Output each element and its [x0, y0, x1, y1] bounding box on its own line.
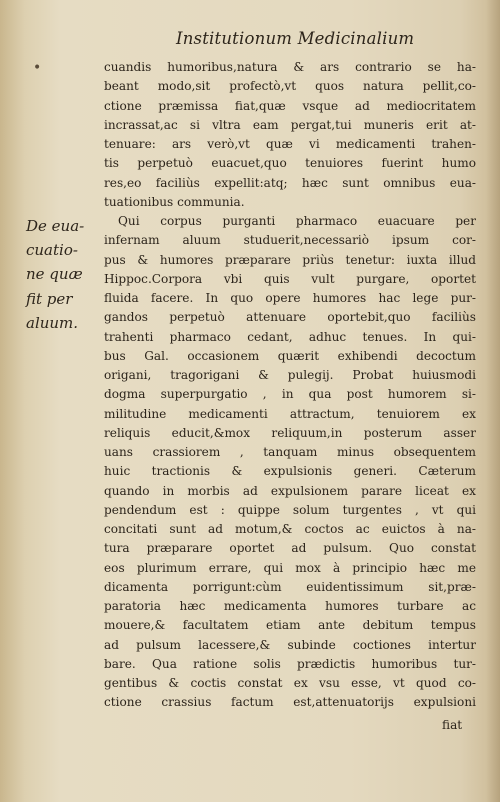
- text-line: militudine medicamenti attractum, tenuiorem ex: [104, 406, 476, 421]
- text-line: uans crassiorem , tanquam minus obsequentem: [104, 445, 476, 459]
- text-line: res,eo faciliùs expellit:atq; hæc sunt omnibus eua-: [104, 175, 476, 190]
- text-line: reliquis educit,&mox reliquum,in posterum asser: [104, 425, 476, 440]
- text-line: bus Gal. occasionem quærit exhibendi decoctum: [104, 348, 476, 363]
- catchword: fiat: [442, 718, 463, 732]
- text-line: mouere,& facultatem etiam ante debitum tempus: [104, 618, 476, 633]
- text-line: tenuare: ars verò,vt quæ vi medicamenti trahen-: [104, 137, 476, 151]
- text-line: dogma superpurgatio , in qua post humorem si-: [104, 387, 476, 402]
- text-line: beant modo,sit profectò,vt quos natura pellit,co-: [104, 79, 476, 94]
- text-line: gandos perpetuò attenuare oportebit,quo faciliùs: [104, 310, 476, 325]
- text-line: infernam aluum studuerit,necessariò ipsum cor-: [104, 233, 476, 248]
- running-title: Institutionum Medicinalium: [176, 29, 415, 48]
- text-line: tuationibus communia.: [104, 194, 245, 209]
- text-line: Hippoc.Corpora vbi quis vult purgare, oportet: [104, 271, 476, 286]
- text-line: trahenti pharmaco cedant, adhuc tenues. In qui-: [104, 329, 476, 344]
- text-line: quando in morbis ad expulsionem parare liceat ex: [104, 483, 476, 498]
- text-line: ctione præmissa fiat,quæ vsque ad mediocritatem: [104, 98, 476, 113]
- marginal-note-line: De eua-: [26, 217, 85, 235]
- marginal-note-line: ne quæ: [26, 265, 83, 284]
- margin-marker: •: [33, 60, 42, 76]
- text-line: tura præparare oportet ad pulsum. Quo constat: [104, 541, 476, 556]
- text-line: fluida facere. In quo opere humores hac lege pur-: [104, 291, 476, 305]
- text-line: huic tractionis & expulsionis generi. Cæterum: [104, 464, 476, 479]
- text-line: pendendum est : quippe solum turgentes , vt qui: [104, 502, 476, 517]
- text-line: concitati sunt ad motum,& coctos ac euictos à na-: [104, 522, 476, 536]
- text-line: paratoria hæc medicamenta humores turbare ac: [104, 599, 476, 613]
- text-line: incrassat,ac si vltra eam pergat,tui muneris erit at-: [104, 117, 476, 132]
- text-line: origani, tragorigani & pulegij. Probat huiusmodi: [104, 368, 476, 382]
- text-line: eos plurimum errare, qui mox à principio hæc me: [104, 560, 476, 575]
- text-line: Qui corpus purganti pharmaco euacuare per: [118, 214, 476, 228]
- page-edge-shadow: [486, 0, 500, 802]
- text-line: gentibus & coctis constat ex vsu esse, vt quod co-: [104, 676, 476, 690]
- marginal-note-line: fit per: [26, 289, 73, 308]
- marginal-note-line: cuatio-: [26, 241, 78, 260]
- text-line: ctione crassius factum est,attenuatorijs expulsioni: [104, 695, 476, 710]
- main-text: [104, 58, 476, 713]
- marginal-note: [26, 214, 102, 335]
- text-line: tis perpetuò euacuet,quo tenuiores fuerint humo: [104, 156, 476, 171]
- text-line: pus & humores præparare priùs tenetur: iuxta illud: [104, 252, 476, 267]
- text-line: bare. Qua ratione solis prædictis humoribus tur-: [104, 656, 476, 671]
- marginal-note-line: aluum.: [26, 313, 79, 332]
- text-line: dicamenta porrigunt:cùm euidentissimum sit,præ-: [104, 579, 476, 594]
- text-line: cuandis humoribus,natura & ars contrario se ha-: [104, 60, 476, 74]
- text-line: ad pulsum lacessere,& subinde coctiones intertur: [104, 637, 476, 652]
